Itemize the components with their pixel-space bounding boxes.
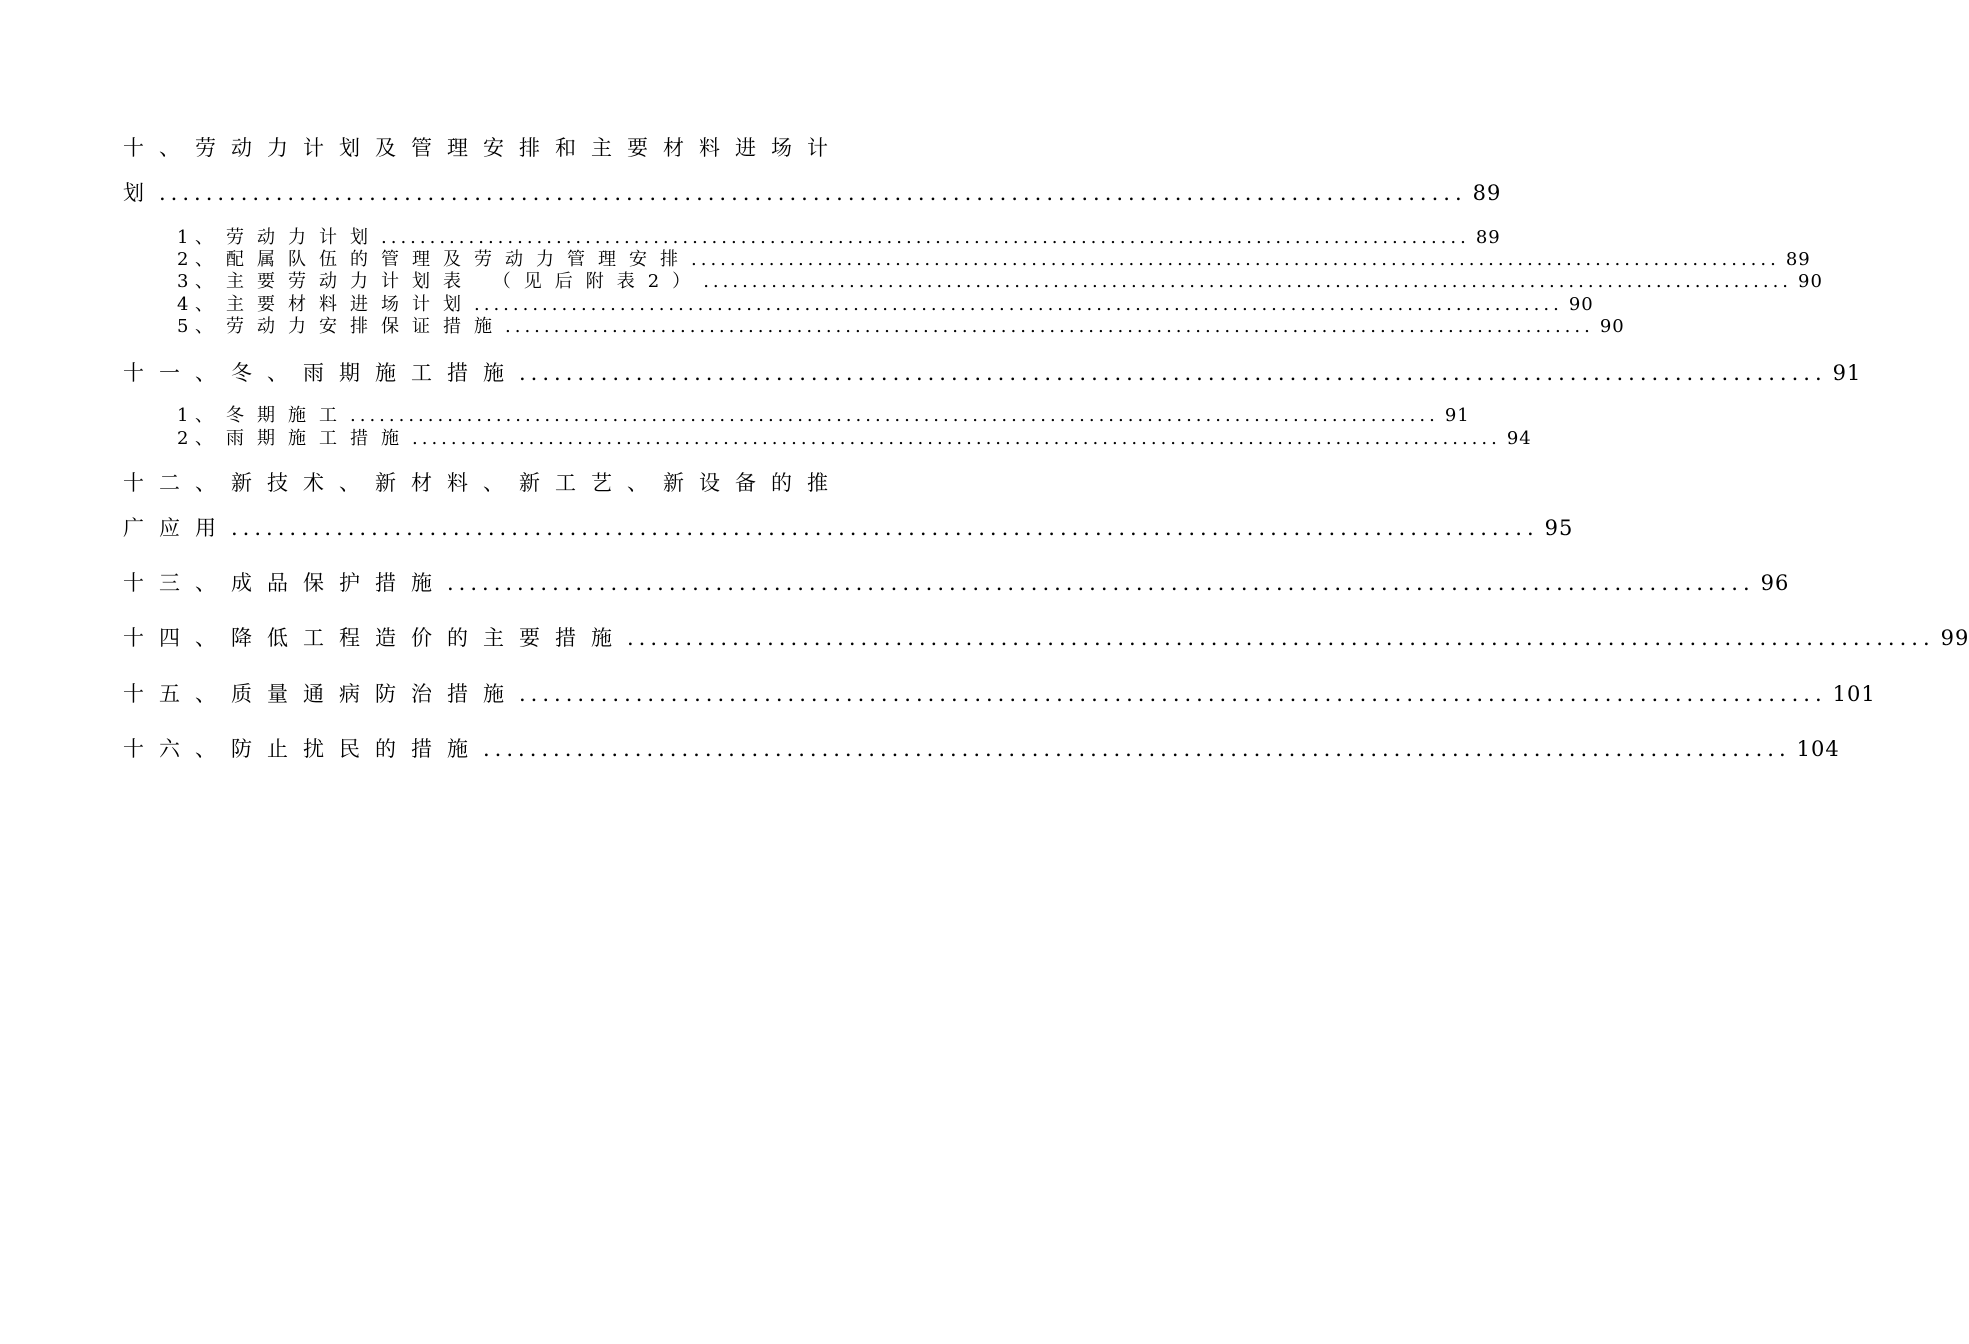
- toc-entry-11[interactable]: [123, 361, 1862, 385]
- toc-entry-10[interactable]: [123, 181, 1502, 205]
- toc-entry-title: 十三、成品保护措施: [123, 571, 447, 595]
- toc-sub-title: 、冬期施工: [195, 405, 350, 426]
- toc-entry-title: 十、劳动力计划及管理安排和主要材料进场计: [123, 136, 843, 160]
- toc-sub-number: 1: [177, 227, 189, 248]
- toc-sub-number: 2: [177, 428, 189, 449]
- dot-leader: ................................................................................................................: [703, 271, 1793, 292]
- toc-entry-title: 十四、降低工程造价的主要措施: [123, 626, 627, 650]
- toc-page-number: 91: [1832, 361, 1862, 385]
- toc-entry-title: 十六、防止扰民的措施: [123, 737, 483, 761]
- toc-page-number: 99: [1940, 626, 1969, 650]
- toc-page-number: 89: [1475, 227, 1501, 248]
- toc-sub-entry[interactable]: [177, 294, 1594, 316]
- toc-page-number: 90: [1599, 316, 1625, 337]
- toc-sub-entry[interactable]: [177, 227, 1501, 249]
- toc-page-number: 101: [1832, 682, 1876, 706]
- toc-page-number: 95: [1544, 516, 1574, 540]
- toc-entry-title: 十一、冬、雨期施工措施: [123, 361, 519, 385]
- toc-page-number: 94: [1506, 428, 1532, 449]
- toc-page-number: 96: [1760, 571, 1790, 595]
- toc-entry-12[interactable]: [123, 516, 1574, 540]
- toc-entry-title: 十二、新技术、新材料、新工艺、新设备的推: [123, 471, 843, 495]
- toc-sub-title: 、配属队伍的管理及劳动力管理安排: [195, 249, 691, 270]
- toc-entry-16[interactable]: [123, 737, 1840, 761]
- dot-leader: ................................................................................................................: [474, 294, 1563, 315]
- toc-page-number: 91: [1444, 405, 1470, 426]
- toc-sub-entry[interactable]: [177, 316, 1625, 338]
- toc-entry-14[interactable]: [123, 626, 1969, 650]
- toc-entry-title: 划: [123, 181, 159, 205]
- toc-entry-12-line1: [123, 471, 843, 495]
- toc-page-number: 104: [1796, 737, 1840, 761]
- dot-leader: ................................................................................................................: [350, 405, 1439, 426]
- dot-leader: ................................................................................................................: [519, 682, 1827, 706]
- toc-entry-10-line1: [123, 136, 843, 160]
- toc-sub-number: 2: [177, 249, 189, 270]
- toc-entry-13[interactable]: [123, 571, 1790, 595]
- toc-sub-number: 1: [177, 405, 189, 426]
- toc-sub-entry[interactable]: [177, 428, 1532, 450]
- toc-entry-title: 十五、质量通病防治措施: [123, 682, 519, 706]
- toc-sub-title: 、劳动力安排保证措施: [195, 316, 505, 337]
- toc-sub-title: 、主要材料进场计划: [195, 294, 474, 315]
- toc-entry-15[interactable]: [123, 682, 1876, 706]
- toc-sub-entry[interactable]: [177, 249, 1811, 271]
- dot-leader: ................................................................................................................: [381, 227, 1470, 248]
- dot-leader: ................................................................................................................: [447, 571, 1755, 595]
- toc-sub-title: 、劳动力计划: [195, 227, 381, 248]
- toc-sub-number: 5: [177, 316, 189, 337]
- toc-sub-entry[interactable]: [177, 271, 1823, 293]
- toc-sub-title: 、主要劳动力计划表 （见后附表2）: [195, 271, 704, 292]
- dot-leader: ................................................................................................................: [231, 516, 1539, 540]
- toc-entry-title: 广应用: [123, 516, 231, 540]
- dot-leader: ................................................................................................................: [483, 737, 1791, 761]
- toc-sub-entry[interactable]: [177, 405, 1470, 427]
- dot-leader: ................................................................................................................: [519, 361, 1827, 385]
- toc-page-number: 89: [1472, 181, 1502, 205]
- dot-leader: ................................................................................................................: [691, 249, 1780, 270]
- dot-leader: ................................................................................................................: [627, 626, 1935, 650]
- toc-page-number: 90: [1798, 271, 1823, 292]
- dot-leader: ................................................................................................................: [505, 316, 1594, 337]
- toc-sub-number: 3: [177, 271, 189, 292]
- toc-page-number: 89: [1785, 249, 1811, 270]
- toc-page-number: 90: [1568, 294, 1594, 315]
- toc-sub-number: 4: [177, 294, 189, 315]
- dot-leader: ................................................................................................................: [159, 181, 1467, 205]
- toc-sub-title: 、雨期施工措施: [195, 428, 412, 449]
- dot-leader: ................................................................................................................: [412, 428, 1501, 449]
